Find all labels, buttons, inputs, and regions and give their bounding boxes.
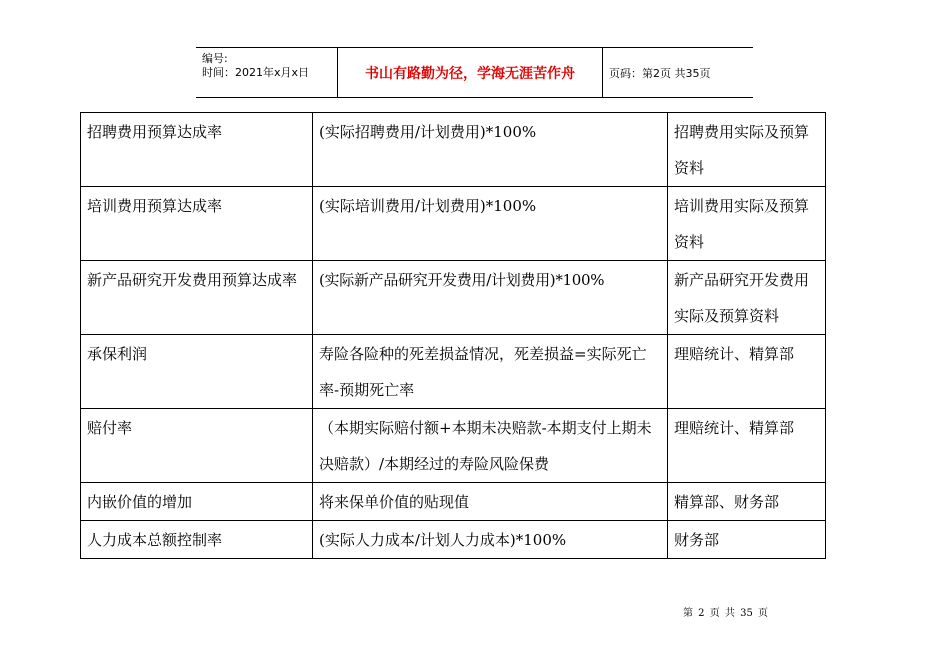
indicator-name: 赔付率 bbox=[81, 409, 313, 483]
indicator-name: 新产品研究开发费用预算达成率 bbox=[81, 261, 313, 335]
number-label: 编号: bbox=[202, 52, 228, 65]
indicator-name: 人力成本总额控制率 bbox=[81, 521, 313, 559]
indicator-name: 承保利润 bbox=[81, 335, 313, 409]
time-label: 时间：2021年x月x日 bbox=[202, 66, 310, 79]
indicator-source: 理赔统计、精算部 bbox=[668, 409, 826, 483]
indicator-formula: (实际招聘费用/计划费用)*100% bbox=[313, 113, 668, 187]
header-motto: 书山有路勤为径，学海无涯苦作舟 bbox=[337, 48, 603, 97]
indicator-source: 财务部 bbox=[668, 521, 826, 559]
table-row bbox=[81, 335, 826, 409]
indicator-formula: (实际新产品研究开发费用/计划费用)*100% bbox=[313, 261, 668, 335]
table-row bbox=[81, 483, 826, 521]
header-page-code: 页码：第2页 共35页 bbox=[609, 66, 711, 80]
indicator-formula: (实际培训费用/计划费用)*100% bbox=[313, 187, 668, 261]
indicator-source: 培训费用实际及预算资料 bbox=[668, 187, 826, 261]
table-row bbox=[81, 261, 826, 335]
table-row bbox=[81, 113, 826, 187]
page-footer: 第 2 页 共 35 页 bbox=[683, 608, 768, 619]
table-row bbox=[81, 187, 826, 261]
indicator-source: 招聘费用实际及预算资料 bbox=[668, 113, 826, 187]
indicator-formula: (实际人力成本/计划人力成本)*100% bbox=[313, 521, 668, 559]
kpi-table bbox=[80, 112, 826, 559]
indicator-source: 精算部、财务部 bbox=[668, 483, 826, 521]
indicator-formula: 寿险各险种的死差损益情况，死差损益=实际死亡率-预期死亡率 bbox=[313, 335, 668, 409]
indicator-source: 理赔统计、精算部 bbox=[668, 335, 826, 409]
table-row bbox=[81, 409, 826, 483]
indicator-name: 内嵌价值的增加 bbox=[81, 483, 313, 521]
indicator-formula: （本期实际赔付额+本期未决赔款-本期支付上期未决赔款）/本期经过的寿险风险保费 bbox=[313, 409, 668, 483]
indicator-name: 招聘费用预算达成率 bbox=[81, 113, 313, 187]
table-row bbox=[81, 521, 826, 559]
indicator-source: 新产品研究开发费用实际及预算资料 bbox=[668, 261, 826, 335]
indicator-name: 培训费用预算达成率 bbox=[81, 187, 313, 261]
indicator-formula: 将来保单价值的贴现值 bbox=[313, 483, 668, 521]
header-meta bbox=[196, 48, 337, 97]
page-header bbox=[196, 47, 753, 98]
